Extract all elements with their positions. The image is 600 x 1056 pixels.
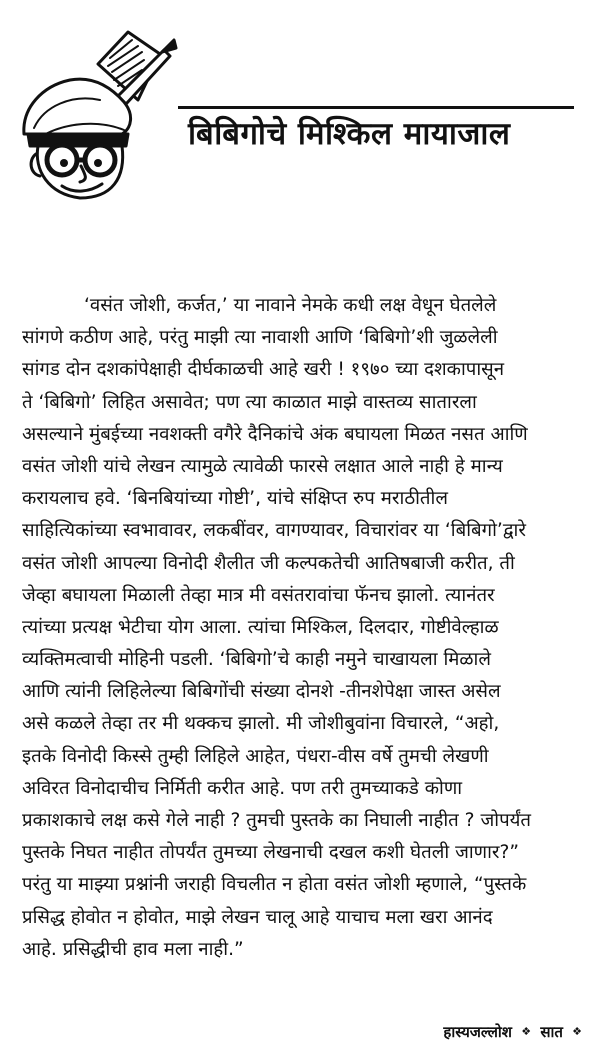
body-line: परंतु या माझ्या प्रश्नांनी जराही विचलीत न होता वसंत जोशी म्हणाले, “पुस्तके	[22, 874, 527, 896]
body-line: व्यक्तिमत्वाची मोहिनी पडली. ‘बिबिगो’चे काही नमुने चाखायला मिळाले	[22, 649, 491, 671]
page-number: सात	[540, 1023, 563, 1041]
body-line: सांगणे कठीण आहे, परंतु माझी त्या नावाशी आणि ‘बिबिगो’शी जुळलेली	[22, 327, 498, 349]
body-line: वसंत जोशी आपल्या विनोदी शैलीत जी कल्पकतेची आतिषबाजी करीत, ती	[22, 552, 515, 574]
body-line: पुस्तके निघत नाहीत तोपर्यंत तुमच्या लेखनाची दखल कशी घेतली जाणार?”	[22, 842, 520, 864]
chapter-title: बिबिगोचे मिश्किल मायाजाल	[188, 116, 511, 152]
body-line: आणि त्यांनी लिहिलेल्या बिबिगोंची संख्या दोनशे -तीनशेपेक्षा जास्त असेल	[22, 681, 501, 703]
body-line: प्रकाशकाचे लक्ष कसे गेले नाही ? तुमची पुस्तके का निघाली नाहीत ? जोपर्यंत	[22, 810, 532, 831]
body-line: ते ‘बिबिगो’ लिहित असावेत; पण त्या काळात माझे वास्तव्य सातारला	[22, 391, 477, 413]
body-line: असे कळले तेव्हा तर मी थक्कच झालो. मी जोशीबुवांना विचारले, “अहो,	[22, 713, 500, 735]
body-line: इतके विनोदी किस्से तुम्ही लिहिले आहेत, पंधरा-वीस वर्षे तुमची लेखणी	[22, 745, 489, 767]
body-line: साहित्यिकांच्या स्वभावावर, लकबींवर, वागण्यावर, विचारांवर या ‘बिबिगो’द्वारे	[22, 520, 526, 542]
footer-book-title: हास्यजल्लोश	[443, 1023, 512, 1041]
body-text	[22, 290, 584, 966]
footer-separator-icon: ❖	[521, 1025, 532, 1038]
cartoon-man-with-pen-and-paper-icon	[14, 30, 184, 200]
body-line: वसंत जोशी यांचे लेखन त्यामुळे त्यावेळी फारसे लक्षात आले नाही हे मान्य	[22, 455, 503, 477]
body-line: करायलाच हवे. ‘बिनबियांच्या गोष्टी’, यांचे संक्षिप्त रुप मराठीतील	[22, 488, 448, 510]
footer-separator-icon: ❖	[572, 1025, 582, 1038]
body-line: त्यांच्या प्रत्यक्ष भेटीचा योग आला. त्यांचा मिश्किल, दिलदार, गोष्टीवेल्हाळ	[22, 616, 499, 638]
body-line: जेव्हा बघायला मिळाली तेव्हा मात्र मी वसंतरावांचा फॅनच झालो. त्यानंतर	[22, 584, 495, 606]
header-rule	[178, 106, 574, 109]
body-line: असल्याने मुंबईच्या नवशक्ती वगैरे दैनिकांचे अंक बघायला मिळत नसत आणि	[22, 423, 528, 445]
page-footer	[443, 1022, 586, 1042]
body-line: सांगड दोन दशकांपेक्षाही दीर्घकाळची आहे खरी ! १९७० च्या दशकापासून	[22, 359, 505, 381]
body-line: अविरत विनोदाचीच निर्मिती करीत आहे. पण तरी तुमच्याकडे कोणा	[22, 777, 463, 799]
body-line: आहे. प्रसिद्धीची हाव मला नाही.”	[22, 938, 244, 960]
body-line: ‘वसंत जोशी, कर्जत,’ या नावाने नेमके कधी लक्ष वेधून घेतलेले	[84, 295, 497, 316]
body-line: प्रसिद्ध होवोत न होवोत, माझे लेखन चालू आहे याचाच मला खरा आनंद	[22, 906, 493, 928]
